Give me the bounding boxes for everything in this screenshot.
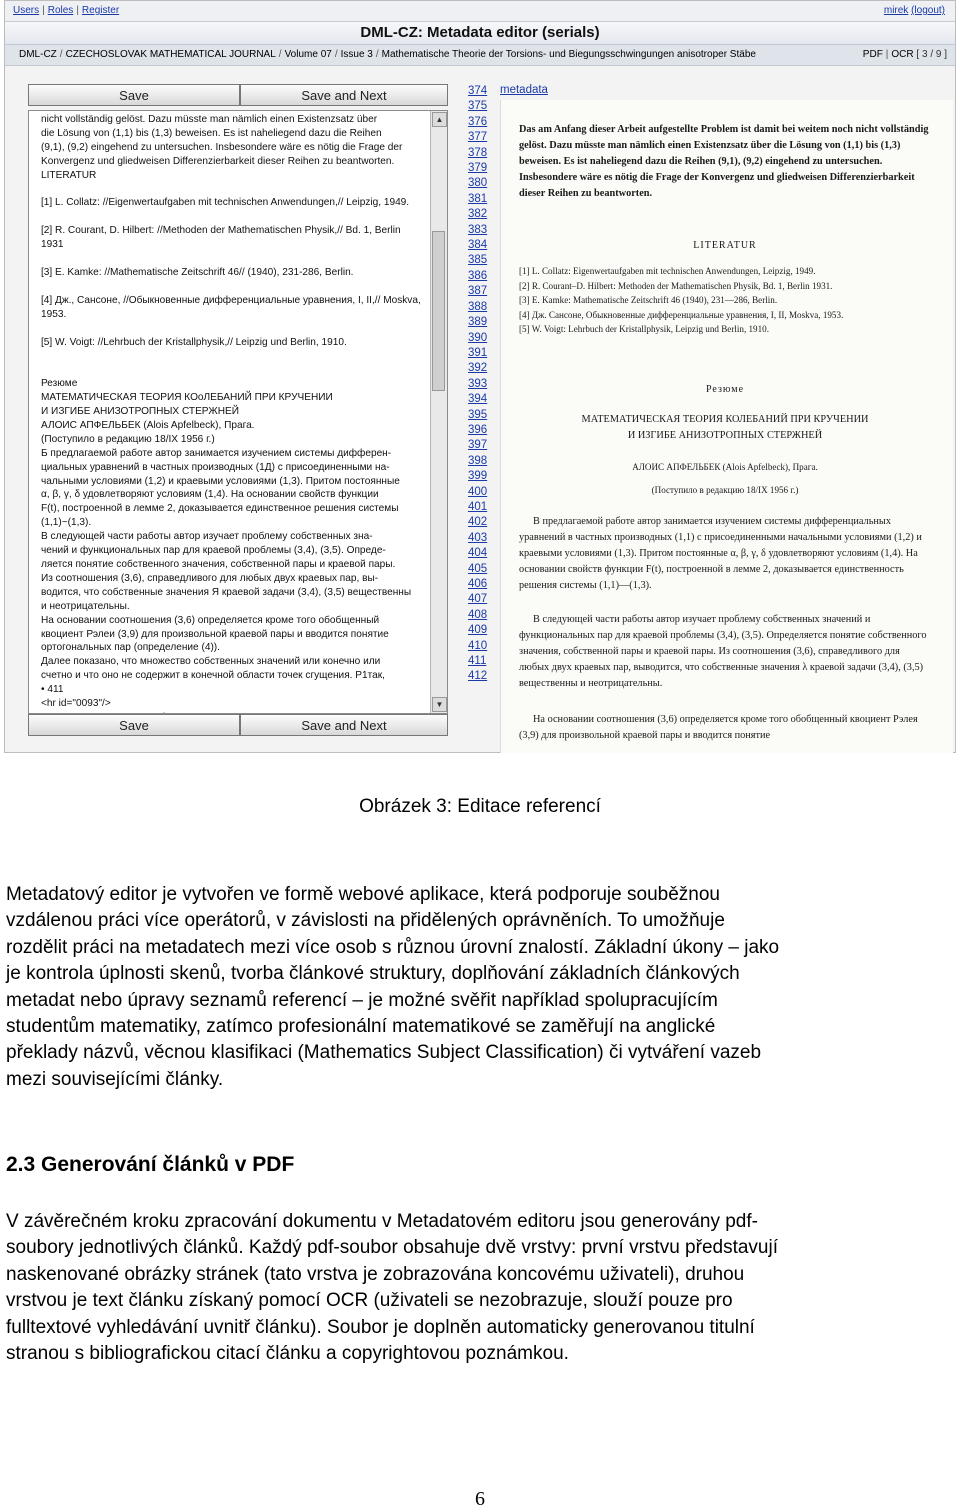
scan-title-line2: И ИЗГИБЕ АНИЗОТРОПНЫХ СТЕРЖНЕЙ xyxy=(627,430,823,441)
section-heading: 2.3 Generování článků v PDF xyxy=(6,1153,295,1176)
register-link[interactable]: Register xyxy=(81,5,120,16)
scan-resume-heading: Резюме xyxy=(705,384,745,395)
paragraph-line: mezi souvisejícími články. xyxy=(6,1068,224,1090)
page-link[interactable]: 408 xyxy=(468,608,488,621)
top-user-bar: Users | Roles | Register mirek (logout) xyxy=(5,1,955,22)
scan-references xyxy=(519,264,931,337)
page-link[interactable]: 402 xyxy=(468,516,488,529)
page-link[interactable]: 399 xyxy=(468,470,488,483)
scan-russian-paragraph-1: В предлагаемой работе автор занимается изучением системы дифференциальных уравнений в частных производных (1,1) с присоединенными начальными условиями (1,2) и краевыми условиями (1,3). Притом постоянные α, β, γ, δ удовлетворяют условиям (1,4). На основании свойств функции F(t), построенной в лемме 2, доказывается единственность решения системы (1,1)—(1,3). xyxy=(519,516,922,591)
scan-reference: [4] Дж. Сансоне, Обыкновенные дифференциальные уравнения, I, II, Moskva, 1953. xyxy=(519,309,844,320)
paragraph-editor-description xyxy=(6,882,951,1093)
ocr-link[interactable]: OCR xyxy=(891,49,914,60)
scan-title-line1: МАТЕМАТИЧЕСКАЯ ТЕОРИЯ КОЛЕБАНИЙ ПРИ КРУЧЕНИИ xyxy=(581,414,869,425)
page-link[interactable]: 394 xyxy=(468,393,488,406)
scan-reference: [5] W. Voigt: Lehrbuch der Kristallphysik, Leipzig und Berlin, 1910. xyxy=(519,324,769,335)
scan-paragraph: Das am Anfang dieser Arbeit aufgestellte Problem ist damit bei weitem noch nicht vollständig gelöst. Dazu müsste man nämlich einen Existenzsatz über die Lösung von (1,1) bis (1,3) beweisen. Es ist naheliegend dazu die Reihen (9,1), (9,2) eingehend zu untersuchen. Insbesondere wäre es nötig die Frage der Konvergenz und gliedweisen Differenzierbarkeit dieser Reihen zu beantworten. xyxy=(519,124,929,199)
scan-author: АЛОИС АПФЕЛЬБЕК (Alois Apfelbeck), Прага. xyxy=(632,462,818,472)
page-link[interactable]: 405 xyxy=(468,562,488,575)
page-link[interactable]: 396 xyxy=(468,423,488,436)
app-title: DML-CZ: Metadata editor (serials) xyxy=(5,22,955,44)
scan-russian-paragraph-2: В следующей части работы автор изучает проблему собственных значений и функциональных пар для краевой проблемы (3,4), (3,5). Определяется понятие собственного значения, собственной пары и краевой пары. Из соотношения (3,6), справедливого для любых двух краевых пар, выводится, что собственные значения λ краевой задачи (3,4), (3,5) вещественны и неотрицательны. xyxy=(519,614,927,689)
page-link[interactable]: 382 xyxy=(468,208,488,221)
save-and-next-button-bottom[interactable]: Save and Next xyxy=(240,714,448,736)
save-and-next-button[interactable]: Save and Next xyxy=(240,84,448,106)
ocr-editor xyxy=(28,82,448,738)
page-link[interactable]: 398 xyxy=(468,454,488,467)
page-link[interactable]: 393 xyxy=(468,377,488,390)
page-link[interactable]: 406 xyxy=(468,578,488,590)
page-link[interactable]: 407 xyxy=(468,593,488,606)
text-scrollbar[interactable] xyxy=(430,111,447,713)
page-number: 6 xyxy=(475,1488,485,1510)
page-link[interactable]: 412 xyxy=(468,670,488,683)
paragraph-pdf-generation xyxy=(6,1209,951,1367)
paragraph-line: stranou s bibliografickou citací článku a copyrightovou poznámkou. xyxy=(6,1343,569,1365)
page-link[interactable]: 390 xyxy=(468,331,488,344)
page-link[interactable]: 391 xyxy=(468,346,488,359)
user-link[interactable]: mirek xyxy=(883,5,909,16)
page-link[interactable]: 395 xyxy=(468,408,488,421)
page-link[interactable]: 376 xyxy=(468,115,488,128)
page-link[interactable]: 404 xyxy=(468,547,488,560)
paragraph-line: překlady názvů, věcnou klasifikaci (Mathematics Subject Classification) či vytváření vazeb xyxy=(6,1042,762,1064)
page-link[interactable]: 380 xyxy=(468,177,488,190)
scan-literatur-heading: LITERATUR xyxy=(693,240,757,251)
page-link[interactable]: 386 xyxy=(468,269,488,282)
scan-reference: [1] L. Collatz: Eigenwertaufgaben mit technischen Anwendungen, Leipzig, 1949. xyxy=(519,266,816,276)
page-pager: [ 3 / 9 ] xyxy=(916,49,947,60)
paragraph-line: rozdělit práci na metadatech mezi více osob s různou úrovní znalostí. Základní úkony – jako xyxy=(6,936,780,958)
breadcrumb-article[interactable]: Mathematische Theorie der Torsions- und Biegungsschwingungen anisotroper Stäbe xyxy=(381,49,756,60)
page-link[interactable]: 374 xyxy=(468,85,488,97)
bottom-button-row xyxy=(28,714,448,738)
paragraph-line: soubory jednotlivých článků. Každý pdf-soubor obsahuje dvě vrstvy: první vrstvu představují xyxy=(6,1237,778,1259)
page-link[interactable]: 377 xyxy=(468,131,488,144)
save-button-bottom[interactable]: Save xyxy=(28,714,240,736)
page-link[interactable]: 400 xyxy=(468,485,488,498)
save-button[interactable]: Save xyxy=(28,84,240,106)
breadcrumb-volume[interactable]: Volume 07 xyxy=(284,49,332,60)
page-link[interactable]: 411 xyxy=(468,655,487,668)
page-link[interactable]: 410 xyxy=(468,639,488,652)
paragraph-line: Metadatový editor je vytvořen ve formě webové aplikace, která podporuje souběžnou xyxy=(6,884,720,905)
breadcrumb-issue[interactable]: Issue 3 xyxy=(340,49,373,60)
paragraph-line: V závěrečném kroku zpracování dokumentu v Metadatovém editoru jsou generovány pdf- xyxy=(6,1211,758,1232)
page-link[interactable]: 397 xyxy=(468,439,488,452)
page-link[interactable]: 403 xyxy=(468,531,488,544)
page-link[interactable]: 379 xyxy=(468,162,488,175)
paragraph-line: je kontrola úplnosti skenů, tvorba článkové struktury, doplňování základních článkových xyxy=(6,963,740,985)
breadcrumb: DML-CZ / CZECHOSLOVAK MATHEMATICAL JOURNAL / Volume 07 / Issue 3 / Mathematische Theorie der Torsions- und Biegungsschwingungen anisotroper Stäbe PDF | OCR [ 3 / 9 ] xyxy=(5,44,955,66)
page-link[interactable]: 375 xyxy=(468,100,488,113)
scroll-down-icon[interactable]: ▼ xyxy=(432,697,447,712)
top-button-row xyxy=(28,84,448,108)
breadcrumb-home[interactable]: DML-CZ xyxy=(19,49,57,60)
scan-reference: [2] R. Courant–D. Hilbert: Methoden der Mathematischen Physik, Bd. 1, Berlin 1931. xyxy=(519,280,833,291)
page-link[interactable]: 383 xyxy=(468,223,488,236)
scan-reference: [3] E. Kamke: Mathematische Zeitschrift 46 (1940), 231—286, Berlin. xyxy=(519,295,778,306)
ocr-text-area[interactable] xyxy=(28,110,448,714)
page-link[interactable]: 384 xyxy=(468,239,488,252)
scanned-page-image xyxy=(500,100,953,753)
metadata-link[interactable]: metadata xyxy=(500,84,548,96)
roles-link[interactable]: Roles xyxy=(47,5,74,16)
paragraph-line: vrstvou je text článku získaný pomocí OCR (uživateli se nezobrazuje, slouží pouze pro xyxy=(6,1290,733,1312)
logout-link[interactable]: (logout) xyxy=(911,5,945,16)
page-number-list xyxy=(468,84,494,685)
paragraph-line: metadat nebo úpravy seznamů referencí – je možné svěřit například spolupracujícím xyxy=(6,989,718,1011)
page-link[interactable]: 409 xyxy=(468,624,488,637)
scan-russian-paragraph-3: На основании соотношения (3,6) определяется кроме того обобщенный квоциент Рэлея (3,9) для произвольной краевой пары и вводится понятие xyxy=(519,714,918,741)
paragraph-line: studentům matematiky, zatímco profesionální matematikové se zaměřují na anglické xyxy=(6,1016,716,1038)
paragraph-line: naskenované obrázky stránek (tato vrstva je zobrazována koncovému uživateli), druhou xyxy=(6,1263,745,1285)
users-link[interactable]: Users xyxy=(13,5,40,16)
page-link[interactable]: 388 xyxy=(468,300,488,313)
paragraph-line: vzdálenou práci více operátorů, v závislosti na přidělených oprávněních. To umožňuje xyxy=(6,910,725,932)
paragraph-line: fulltextové vyhledávání uvnitř článku). Soubor je doplněn automaticky generovanou titulní xyxy=(6,1316,755,1338)
page-link[interactable]: 381 xyxy=(468,192,488,205)
page-link[interactable]: 401 xyxy=(468,500,488,513)
page-link[interactable]: 392 xyxy=(468,362,488,375)
scan-received: (Поступило в редакцию 18/IX 1956 г.) xyxy=(651,485,799,495)
page-link[interactable]: 387 xyxy=(468,285,488,298)
page-link[interactable]: 385 xyxy=(468,254,488,267)
page-link[interactable]: 378 xyxy=(468,146,488,159)
pdf-link[interactable]: PDF xyxy=(862,49,883,60)
page-link[interactable]: 389 xyxy=(468,316,488,329)
breadcrumb-journal[interactable]: CZECHOSLOVAK MATHEMATICAL JOURNAL xyxy=(65,49,276,60)
scroll-thumb[interactable] xyxy=(432,231,445,391)
ocr-text-content: nicht vollständig gelöst. Dazu müsste man nämlich einen Existenzsatz über die Lösung von (1,1) bis (1,3) beweisen. Es ist naheliegend dazu die Reihen (9,1), (9,2) eingehend zu untersuchen. Insbesondere wäre es nötig die Frage der Konvergenz und gliedweisen Differenzierbarkeit dieser Reihen zu beantworten. LITERATUR [1] L. Collatz: //Eigenwertaufgaben mit technischen Anwendungen,// Leipzig, 1949. [2] R. Courant, D. Hilbert: //Methoden der Mathematischen Physik,// Bd. 1, Berlin 1931 [3] E. Kamke: //Mathematische Zeitschrift 46// (1940), 231-286, Berlin. [4] Дж., Сансоне, //Обыкновенные дифференциальные уравнения, I, II,// Moskva, 1953. [5] W. Voigt: //Lehrbuch der Kristallphysik,// Leipzig und Berlin, 1910. Резюме МАТЕМАТИЧЕСКАЯ ТЕОРИЯ КОоЛЕБАНИЙ ПРИ КРУЧЕНИИ И ИЗГИБЕ АНИЗОТРОПНЫХ СТЕРЖНЕЙ АЛОИС АПФЕЛЬБЕК (Alois Apfelbeck), Прага. (Поступило в редакцию 18/IX 1956 г.) Б предлагаемой работе автор занимается изучением системы дифферен- циальных уравнений в частных производных (1Д) с присоединенными на- чальными условиями (1,2) и краевыми условиями (1,3). Притом постоянные α, β, γ, δ удовлетворяют условиям (1,4). На основании свойств функции F(t), построенной в лемме 2, доказывается единственное решения системы (1,1)~(1,3). В следующей части работы автор изучает проблему собственных зна- чений и функциональных пар для краевой проблемы (3,4), (3,5). Опреде- ляется понятие собственного значения, собственной пары и краевой пары. Из соотношения (3,6), справедливого для любых двух краевых пар, вы- водится, что собственные значения Я краевой задачи (3,4), (3,5) вещественны и неотрицательны. На основании соотношения (3,6) определяется кроме того обобщенный квоциент Рэлеи (3,9) для произвольной краевой пары и вводится понятие ортогональных пар (определение (4)). Далее показано, что множество собственных значений или конечно или счетно и что оно не содержит в конечной области точек сгущения. Р1так, • 411 <hr id="0093"/> xyxy=(41,114,421,710)
scroll-up-icon[interactable]: ▲ xyxy=(432,112,447,127)
figure-caption: Obrázek 3: Editace referencí xyxy=(359,796,601,817)
